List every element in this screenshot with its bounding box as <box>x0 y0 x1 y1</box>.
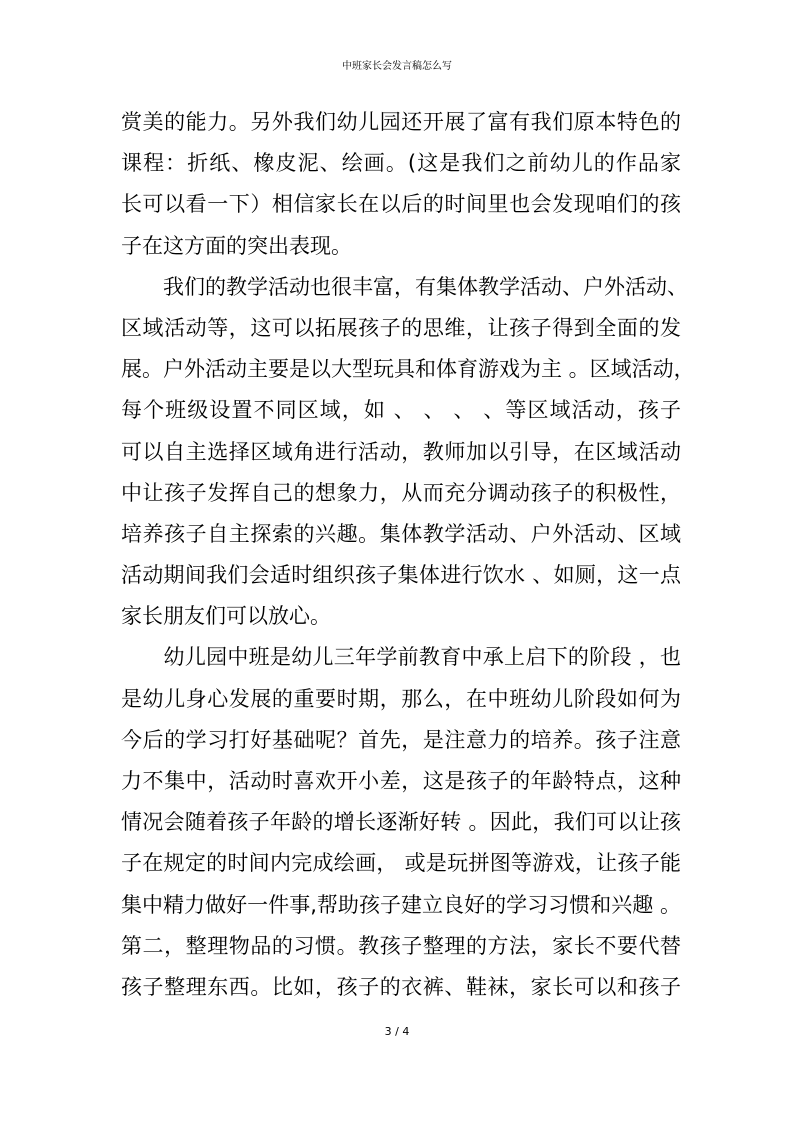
text-line: 集中精力做好一件事,帮助孩子建立良好的学习习惯和兴趣 。 <box>121 892 681 917</box>
text-line: 课程：折纸、橡皮泥、绘画。(这是我们之前幼儿的作品家 <box>121 151 681 176</box>
text-line: 孩子整理东西。比如，孩子的衣裤、鞋袜，家长可以和孩子 <box>121 974 681 999</box>
text-line: 培养孩子自主探索的兴趣。集体教学活动、户外活动、区域 <box>121 521 681 546</box>
page-number: 3 / 4 <box>384 1025 410 1038</box>
text-line: 是幼儿身心发展的重要时期，那么，在中班幼儿阶段如何为 <box>121 686 681 711</box>
text-line: 今后的学习打好基础呢？首先，是注意力的培养。孩子注意 <box>121 727 681 752</box>
text-line: 子在这方面的突出表现。 <box>121 233 352 258</box>
text-line: 区域活动等，这可以拓展孩子的思维，让孩子得到全面的发 <box>121 315 681 340</box>
text-line: 家长朋友们可以放心。 <box>121 604 331 629</box>
text-line: 赏美的能力。另外我们幼儿园还开展了富有我们原本特色的 <box>121 110 681 134</box>
page-header: 中班家长会发言稿怎么写 <box>342 61 452 72</box>
text-line: 第二，整理物品的习惯。教孩子整理的方法，家长不要代替 <box>121 933 681 958</box>
body-text <box>121 102 695 1008</box>
text-line: 力不集中，活动时喜欢开小差，这是孩子的年龄特点，这种 <box>121 769 681 793</box>
text-line: 中让孩子发挥自己的想象力，从而充分调动孩子的积极性， <box>121 480 681 505</box>
text-line: 我们的教学活动也很丰富，有集体教学活动、户外活动、 <box>121 274 688 299</box>
text-line: 幼儿园中班是幼儿三年学前教育中承上启下的阶段 ，也 <box>121 645 681 670</box>
text-line: 每个班级设置不同区域，如 、 、 、 、等区域活动，孩子 <box>121 398 681 423</box>
text-line: 情况会随着孩子年龄的增长逐渐好转 。因此，我们可以让孩 <box>121 810 681 835</box>
text-line: 子在规定的时间内完成绘画， 或是玩拼图等游戏，让孩子能 <box>121 851 681 876</box>
text-line: 长可以看一下）相信家长在以后的时间里也会发现咱们的孩 <box>121 192 681 217</box>
text-line: 可以自主选择区域角进行活动，教师加以引导，在区域活动 <box>121 439 681 464</box>
text-line: 展。户外活动主要是以大型玩具和体育游戏为主 。区域活动， <box>121 357 695 382</box>
text-line: 活动期间我们会适时组织孩子集体进行饮水 、如厕，这一点 <box>121 563 681 588</box>
